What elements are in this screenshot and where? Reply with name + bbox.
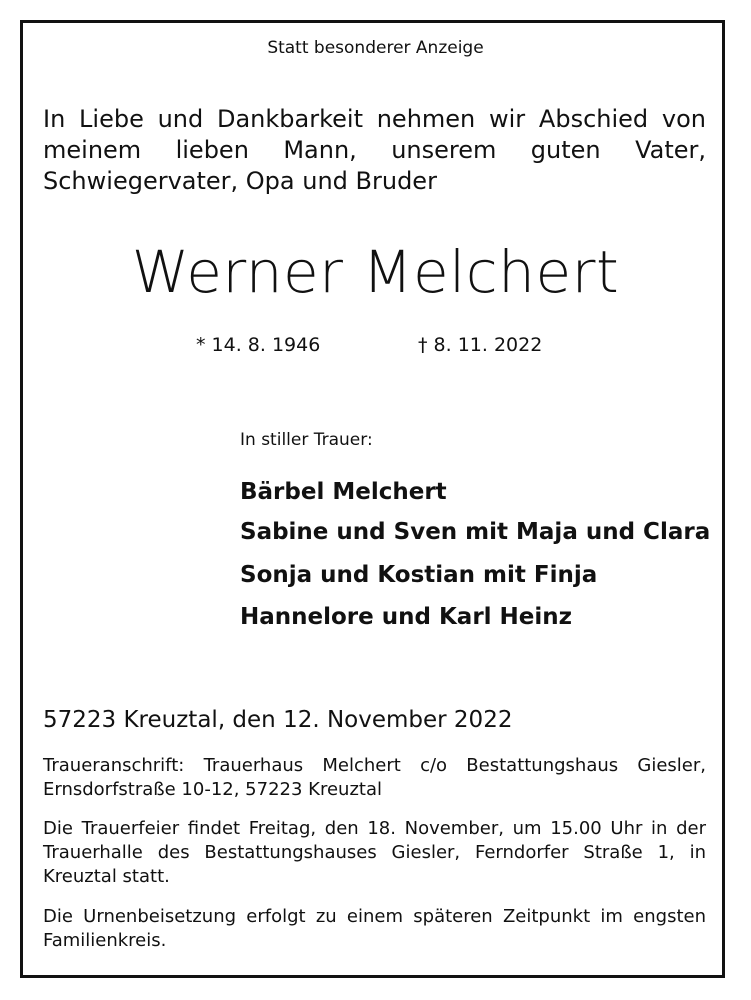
death-date: † 8. 11. 2022 xyxy=(418,334,543,356)
funeral-service-info: Die Trauerfeier findet Freitag, den 18. November, um 15.00 Uhr in der Trauerhalle des Bestattungshauses Giesler, Ferndorfer Straße 1, in Kreuztal statt. xyxy=(43,818,706,887)
mourner-name: Sonja und Kostian mit Finja xyxy=(240,562,598,588)
mourner-name: Bärbel Melchert xyxy=(240,479,447,505)
urn-burial-info: Die Urnenbeisetzung erfolgt zu einem späteren Zeitpunkt im engsten Familienkreis. xyxy=(43,906,706,951)
mourning-address: Traueranschrift: Trauerhaus Melchert c/o Bestattungshaus Giesler, Ernsdorfstraße 10-12, 57223 Kreuztal xyxy=(43,755,706,800)
intro-text: In Liebe und Dankbarkeit nehmen wir Abschied von meinem lieben Mann, unserem guten Vater, Schwiegervater, Opa und Bruder xyxy=(43,105,706,195)
mourner-name: Sabine und Sven mit Maja und Clara xyxy=(240,519,711,545)
deceased-name: Werner Melchert xyxy=(131,238,620,306)
place-and-date: 57223 Kreuztal, den 12. November 2022 xyxy=(43,707,513,733)
notice-header: Statt besonderer Anzeige xyxy=(267,38,484,58)
mourning-label: In stiller Trauer: xyxy=(240,430,373,450)
birth-date: * 14. 8. 1946 xyxy=(196,334,321,356)
mourner-name: Hannelore und Karl Heinz xyxy=(240,604,573,630)
